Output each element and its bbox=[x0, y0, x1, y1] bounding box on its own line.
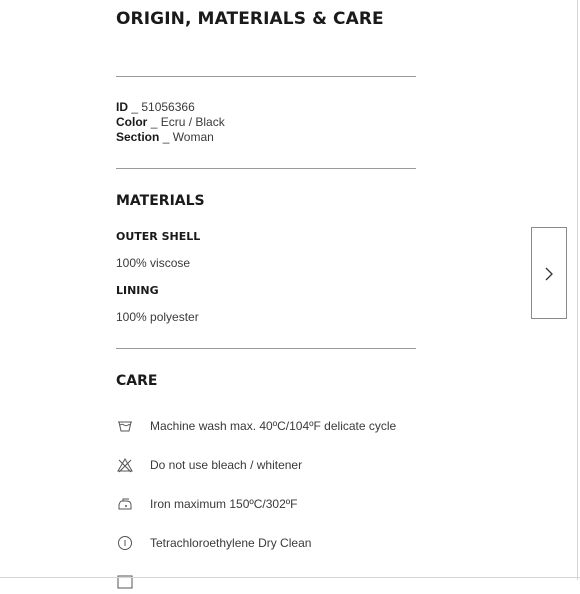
materials-heading: MATERIALS bbox=[116, 193, 205, 209]
care-item-text: Machine wash max. 40ºC/104ºF delicate cycle bbox=[150, 419, 397, 433]
chevron-right-icon bbox=[543, 266, 555, 282]
lining-value: 100% polyester bbox=[116, 310, 199, 324]
no-bleach-icon bbox=[116, 457, 134, 473]
iron-icon bbox=[116, 496, 134, 512]
meta-color-label: Color bbox=[116, 115, 148, 129]
frame-border bbox=[577, 0, 578, 580]
care-item-text: Iron maximum 150ºC/302ºF bbox=[150, 497, 298, 511]
care-item bbox=[116, 455, 416, 477]
care-heading: CARE bbox=[116, 373, 158, 389]
meta-section bbox=[116, 130, 225, 145]
dry-clean-icon bbox=[116, 535, 134, 551]
care-item-text: Tetrachloroethylene Dry Clean bbox=[150, 536, 312, 550]
meta-id bbox=[116, 100, 225, 115]
wash-tub-icon bbox=[116, 418, 134, 434]
meta-color-value: _ Ecru / Black bbox=[150, 115, 225, 129]
divider bbox=[116, 168, 416, 169]
outer-shell-label: OUTER SHELL bbox=[116, 230, 201, 243]
frame-border bbox=[0, 577, 580, 578]
product-meta bbox=[116, 100, 225, 145]
page-title: ORIGIN, MATERIALS & CARE bbox=[116, 9, 384, 29]
outer-shell-value: 100% viscose bbox=[116, 256, 191, 270]
care-item bbox=[116, 494, 416, 516]
care-item-partial bbox=[116, 572, 416, 594]
meta-id-value: _ 51056366 bbox=[131, 100, 195, 114]
meta-id-label: ID bbox=[116, 100, 128, 114]
meta-color bbox=[116, 115, 225, 130]
care-item bbox=[116, 416, 416, 438]
lining-label: LINING bbox=[116, 284, 159, 297]
divider bbox=[116, 348, 416, 349]
meta-section-value: _ Woman bbox=[162, 130, 214, 144]
divider bbox=[116, 76, 416, 77]
care-item bbox=[116, 533, 416, 555]
meta-section-label: Section bbox=[116, 130, 160, 144]
next-button[interactable] bbox=[531, 227, 567, 319]
care-item-text: Do not use bleach / whitener bbox=[150, 458, 303, 472]
